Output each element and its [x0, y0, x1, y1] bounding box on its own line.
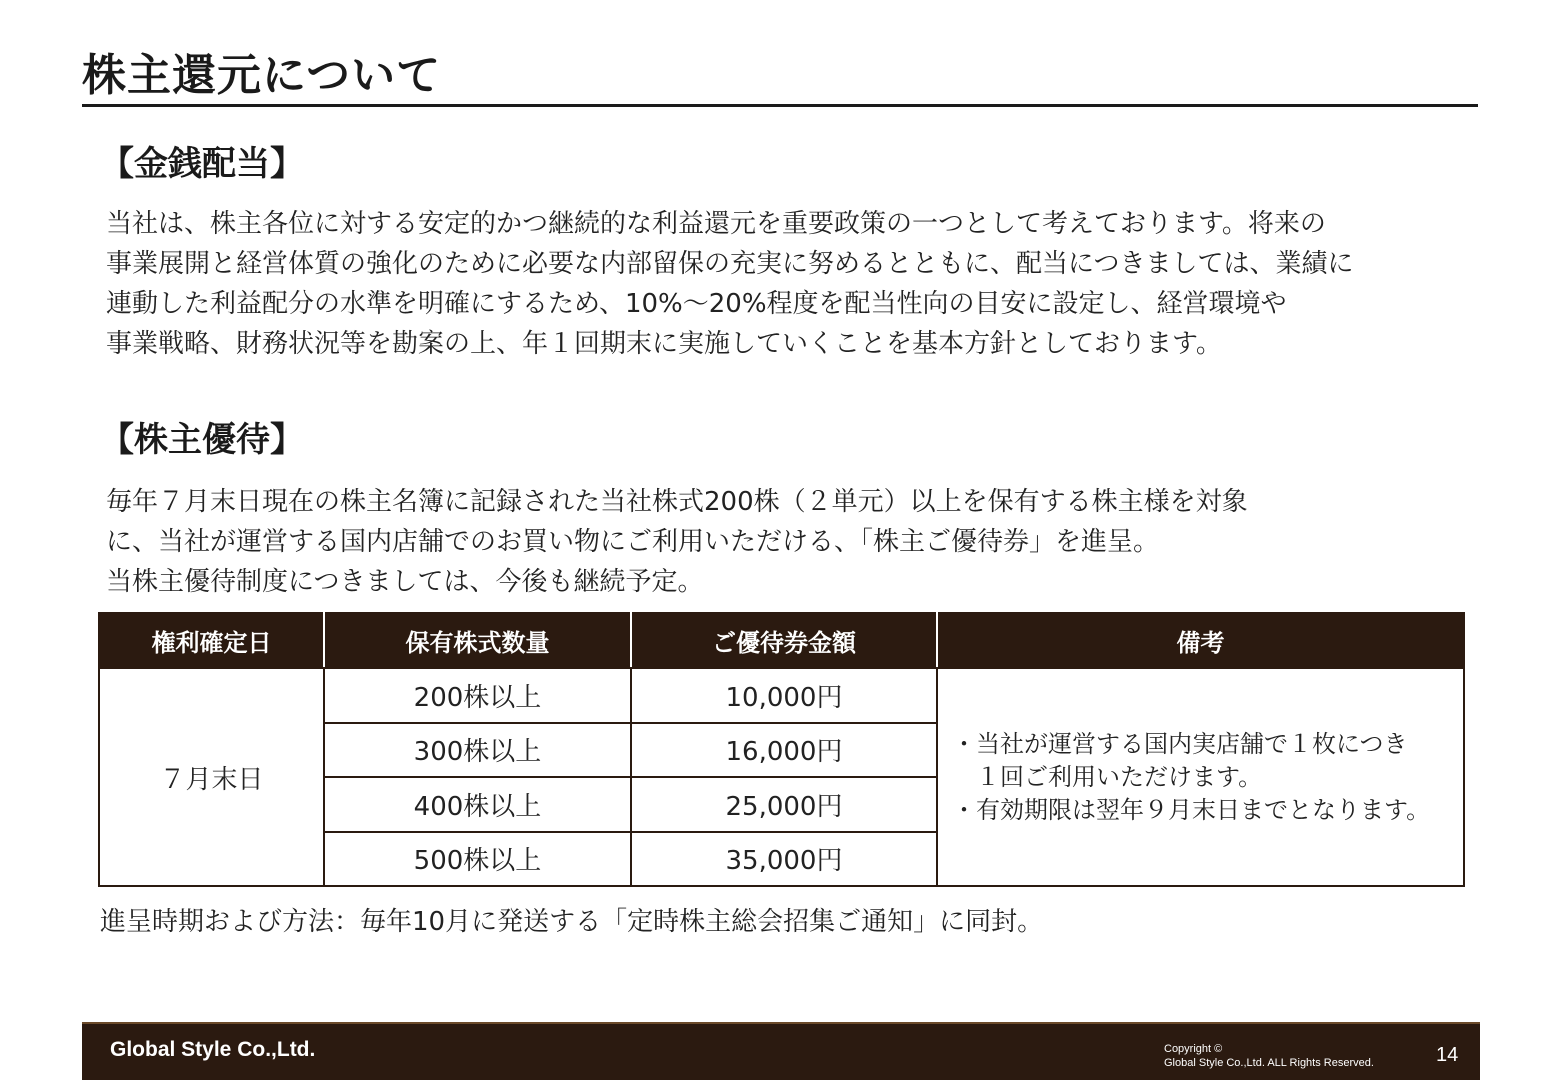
- header-shares-held: 保有株式数量: [324, 613, 631, 668]
- amount-cell: 25,000円: [631, 777, 937, 832]
- footer-bar: [82, 1022, 1480, 1080]
- benefit-line: 毎年７月末日現在の株主名簿に記録された当社株式200株（２単元）以上を保有する株主様を対象: [106, 487, 1248, 517]
- dividend-line: 連動した利益配分の水準を明確にするため、10%～20%程度を配当性向の目安に設定し、経営環境や: [106, 289, 1287, 319]
- amount-cell: 35,000円: [631, 832, 937, 887]
- header-record-date: 権利確定日: [99, 613, 324, 668]
- dividend-policy-text: [106, 204, 1456, 364]
- dividend-heading: 【金銭配当】: [100, 144, 304, 184]
- footer-copyright: [1164, 1042, 1374, 1070]
- header-remarks: 備考: [937, 613, 1464, 668]
- remark-line: １回ご利用いただけます。: [952, 762, 1263, 791]
- dividend-line: 事業戦略、財務状況等を勘案の上、年１回期末に実施していくことを基本方針としております。: [106, 329, 1222, 359]
- footer-company-name: Global Style Co.,Ltd.: [110, 1038, 316, 1061]
- table-header-row: [99, 613, 1464, 668]
- page-title: 株主還元について: [82, 50, 442, 101]
- shares-cell: 300株以上: [324, 723, 631, 778]
- benefit-heading: 【株主優待】: [100, 420, 304, 460]
- remarks-cell: [937, 668, 1464, 886]
- table-row: [99, 668, 1464, 723]
- amount-cell: 10,000円: [631, 668, 937, 723]
- copyright-line: Global Style Co.,Ltd. ALL Rights Reserved.: [1164, 1057, 1374, 1069]
- delivery-note: 進呈時期および方法：毎年10月に発送する「定時株主総会招集ご通知」に同封。: [100, 907, 1044, 937]
- remark-line: ・当社が運営する国内実店舗で１枚につき: [952, 729, 1408, 758]
- amount-cell: 16,000円: [631, 723, 937, 778]
- benefit-description-text: [106, 482, 1456, 602]
- shares-cell: 500株以上: [324, 832, 631, 887]
- shares-cell: 400株以上: [324, 777, 631, 832]
- shares-cell: 200株以上: [324, 668, 631, 723]
- page-number: 14: [1436, 1044, 1459, 1066]
- dividend-line: 当社は、株主各位に対する安定的かつ継続的な利益還元を重要政策の一つとして考えております。将来の: [106, 209, 1326, 239]
- header-voucher-amount: ご優待券金額: [631, 613, 937, 668]
- shareholder-benefit-table: [98, 612, 1465, 887]
- benefit-line: 当株主優待制度につきましては、今後も継続予定。: [106, 567, 704, 597]
- copyright-line: Copyright ©: [1164, 1043, 1223, 1055]
- dividend-line: 事業展開と経営体質の強化のために必要な内部留保の充実に努めるとともに、配当につきましては、業績に: [106, 249, 1354, 279]
- title-divider: [82, 104, 1478, 107]
- remark-line: ・有効期限は翌年９月末日までとなります。: [952, 795, 1431, 824]
- record-date-cell: ７月末日: [99, 668, 324, 886]
- benefit-line: に、当社が運営する国内店舗でのお買い物にご利用いただける、「株主ご優待券」を進呈。: [106, 527, 1160, 557]
